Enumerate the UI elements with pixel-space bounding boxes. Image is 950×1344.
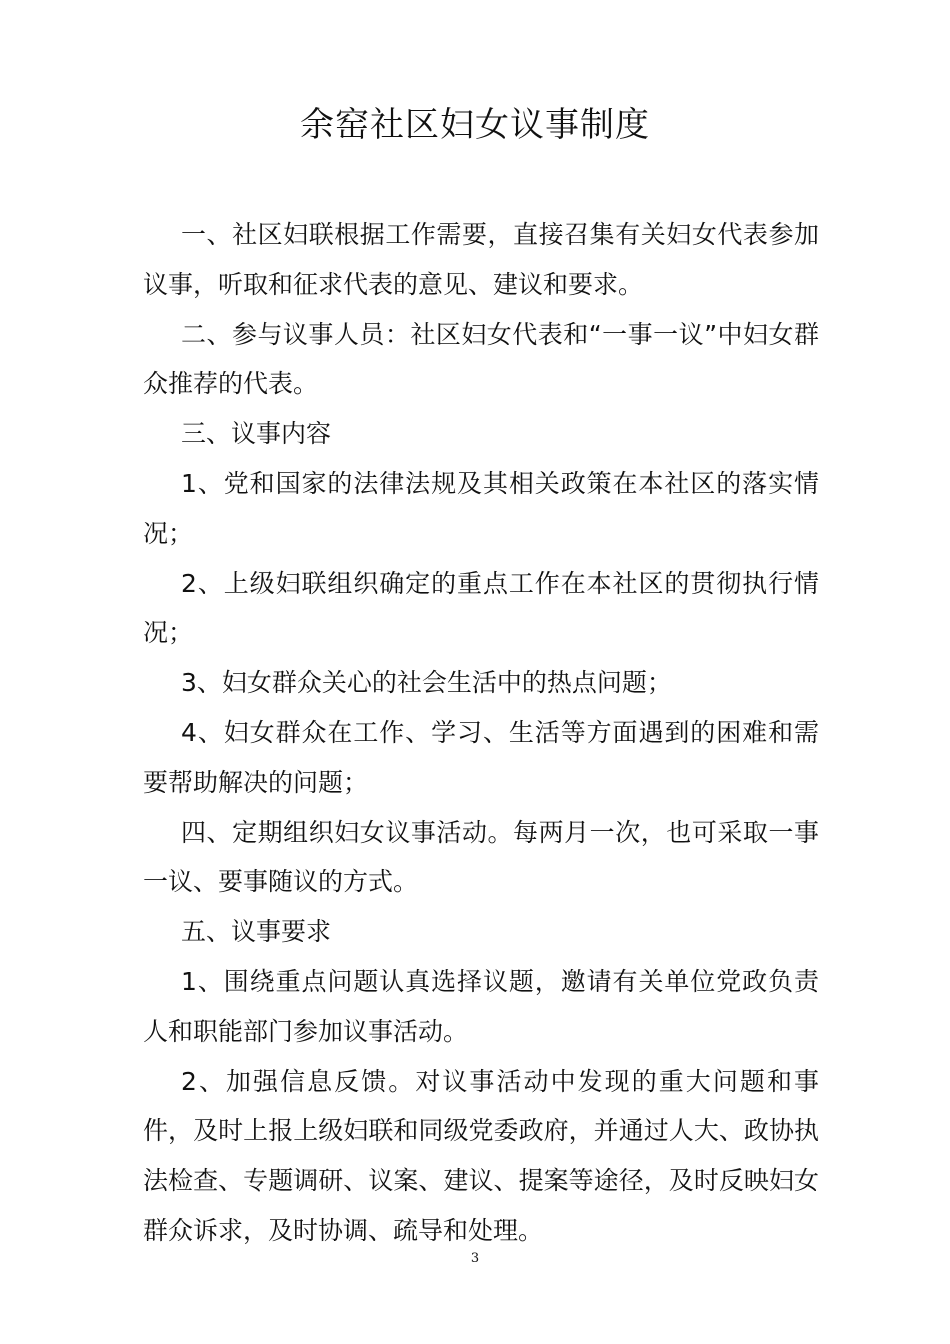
- paragraph-9: 五、议事要求: [181, 917, 332, 947]
- document-title: 余窑社区妇女议事制度: [300, 105, 650, 145]
- paragraph-2: 二、参与议事人员：社区妇女代表和“一事一议”中妇女群众推荐的代表。: [143, 319, 819, 399]
- paragraph-5: 2、上级妇联组织确定的重点工作在本社区的贯彻执行情况；: [143, 568, 819, 648]
- document-body: [143, 210, 819, 1256]
- paragraph-10: 1、围绕重点问题认真选择议题，邀请有关单位党政负责人和职能部门参加议事活动。: [143, 966, 819, 1046]
- paragraph-6: 3、妇女群众关心的社会生活中的热点问题；: [181, 668, 672, 698]
- paragraph-11: 2、加强信息反馈。对议事活动中发现的重大问题和事件，及时上报上级妇联和同级党委政府，并通过人大、政协执法检查、专题调研、议案、建议、提案等途径，及时反映妇女群众诉求，及时协调、疏导和处理。: [143, 1066, 819, 1245]
- paragraph-1: 一、社区妇联根据工作需要，直接召集有关妇女代表参加议事，听取和征求代表的意见、建议和要求。: [143, 220, 819, 299]
- paragraph-7: 4、妇女群众在工作、学习、生活等方面遇到的困难和需要帮助解决的问题；: [143, 717, 819, 797]
- paragraph-4: 1、党和国家的法律法规及其相关政策在本社区的落实情况；: [143, 468, 819, 548]
- paragraph-3: 三、议事内容: [181, 419, 332, 449]
- paragraph-8: 四、定期组织妇女议事活动。每两月一次，也可采取一事一议、要事随议的方式。: [143, 817, 819, 897]
- page-number: 3: [470, 1251, 480, 1266]
